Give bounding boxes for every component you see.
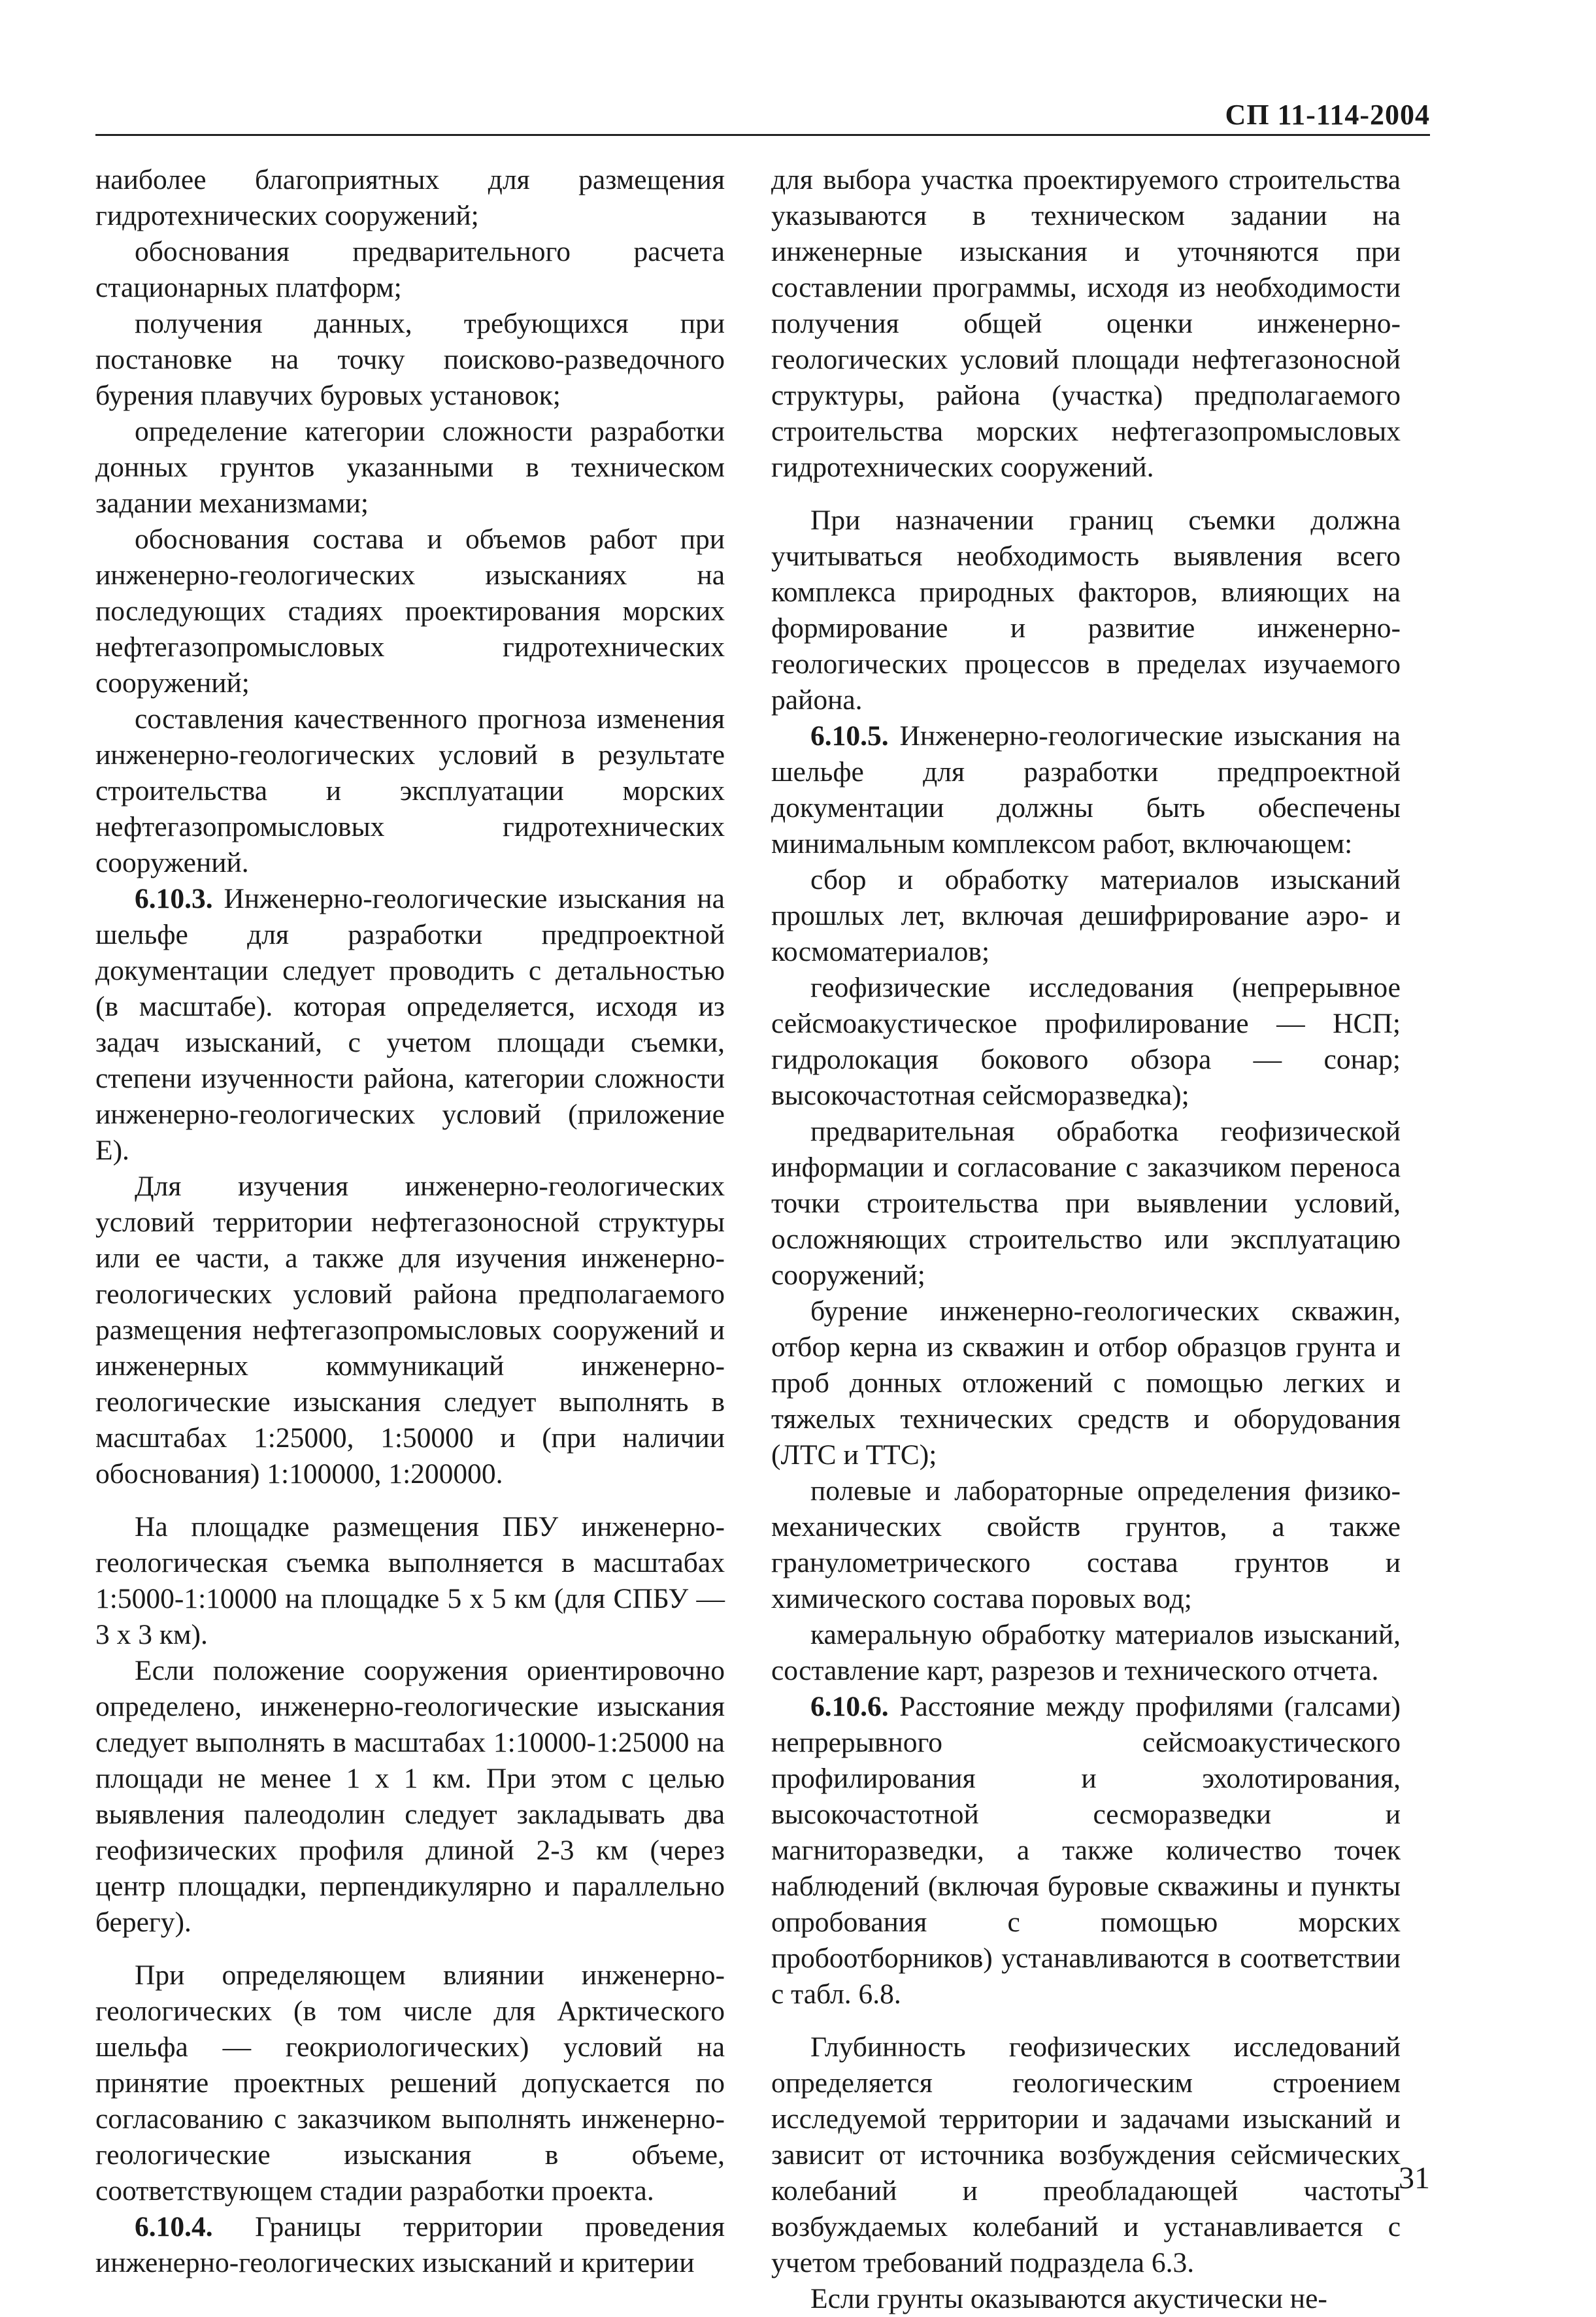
paragraph xyxy=(95,881,725,1169)
paragraph: обоснования состава и объемов работ при инженерно-геологических изысканиях на последующих стадиях проектирования морских нефтегазопромысловых гидротехнических сооружений; xyxy=(95,524,725,699)
page-number: 31 xyxy=(1399,2161,1430,2195)
clause-number: 6.10.3. xyxy=(135,883,213,914)
paragraph: При определяющем влиянии инженерно-геологических (в том числе для Арктического шельфа — геокриологических) условий на принятие проектных решений допускается по согласованию с заказчиком выполнять инженерно-геологические изыскания в объеме, соответствующем стадии разработки проекта. xyxy=(95,1959,725,2207)
clause-number: 6.10.5. xyxy=(810,720,889,752)
paragraph: геофизические исследования (непрерывное сейсмоакустическое профилирование — НСП; гидролокация бокового обзора — сонар; высокочастотная сейсморазведка); xyxy=(771,972,1401,1111)
paragraph: составления качественного прогноза изменения инженерно-геологических условий в результате строительства и эксплуатации морских нефтегазопромысловых гидротехнических сооружений. xyxy=(95,703,725,878)
paragraph: На площадке размещения ПБУ инженерно-геологическая съемка выполняется в масштабах 1:5000-1:10000 на площадке 5 х 5 км (для СПБУ — 3 х 3 км). xyxy=(95,1511,725,1650)
paragraph xyxy=(771,718,1401,862)
clause-number: 6.10.4. xyxy=(135,2211,213,2242)
paragraph-text: Расстояние между профилями (галсами) непрерывного сейсмоакустического профилирования и эхолотирования, высокочастотной сесморазведки и магниторазведки, а также количество точек наблюдений (включая буровые скважины и пункты опробования с помощью морских пробоотборников) устанавливаются в соответствии с табл. 6.8. xyxy=(771,1691,1401,2010)
paragraph: сбор и обработку материалов изысканий прошлых лет, включая дешифрирование аэро- и космоматериалов; xyxy=(771,864,1401,967)
paragraph: предварительная обработка геофизической информации и согласование с заказчиком переноса точки строительства при выявлении условий, осложняющих строительство или эксплуатацию сооружений; xyxy=(771,1116,1401,1291)
paragraph: бурение инженерно-геологических скважин, отбор керна из скважин и отбор образцов грунта и проб донных отложений с помощью легких и тяжелых технических средств и оборудования (ЛТС и ТТС); xyxy=(771,1295,1401,1471)
paragraph: обоснования предварительного расчета стационарных платформ; xyxy=(95,236,725,303)
paragraph: полевые и лабораторные определения физико-механических свойств грунтов, а также гранулометрического состава грунтов и химического состава поровых вод; xyxy=(771,1475,1401,1614)
paragraph: Для изучения инженерно-геологических условий территории нефтегазоносной структуры или ее части, а также для изучения инженерно-геологических условий района предполагаемого размещения нефтегазопромысловых сооружений и инженерных коммуникаций инженерно-геологические изыскания следует выполнять в масштабах 1:25000, 1:50000 и (при наличии обоснования) 1:100000, 1:200000. xyxy=(95,1171,725,1490)
paragraph: Глубинность геофизических исследований определяется геологическим строением исследуемой территории и задачами изысканий и зависит от источника возбуждения сейсмических колебаний и преобладающей частоты возбуждаемых колебаний и устанавливается с учетом требований подраздела 6.3. xyxy=(771,2031,1401,2278)
paragraph-text: Инженерно-геологические изыскания на шельфе для разработки предпроектной документации должны быть обеспечены минимальным комплексом работ, включающем: xyxy=(771,720,1401,859)
paragraph: Если грунты оказываются акустически не- xyxy=(810,2283,1327,2314)
paragraph xyxy=(771,1689,1401,2012)
document-code: СП 11-114-2004 xyxy=(1225,99,1430,131)
clause-number: 6.10.6. xyxy=(810,1691,889,1722)
header-divider xyxy=(95,134,1430,136)
left-column xyxy=(95,162,725,2281)
paragraph: Если положение сооружения ориентировочно определено, инженерно-геологические изыскания следует выполнять в масштабах 1:10000-1:25000 на площади не менее 1 х 1 км. При этом с целью выявления палеодолин следует закладывать два геофизических профиля длиной 2-3 км (через центр площадки, перпендикулярно и параллельно берегу). xyxy=(95,1655,725,1938)
right-column xyxy=(771,162,1401,2317)
paragraph: определение категории сложности разработки донных грунтов указанными в техническом задании механизмами; xyxy=(95,416,725,519)
paragraph-text: Границы территории проведения инженерно-геологических изысканий и критерии xyxy=(95,2211,725,2278)
paragraph: получения данных, требующихся при постановке на точку поисково-разведочного бурения плавучих буровых установок; xyxy=(95,308,725,411)
paragraph: При назначении границ съемки должна учитываться необходимость выявления всего комплекса природных факторов, влияющих на формирование и развитие инженерно-геологических процессов в пределах изучаемого района. xyxy=(771,505,1401,716)
paragraph xyxy=(95,2209,725,2281)
paragraph: наиболее благоприятных для размещения гидротехнических сооружений; xyxy=(95,164,725,231)
paragraph-text: Инженерно-геологические изыскания на шельфе для разработки предпроектной документации следует проводить с детальностью (в масштабе). которая определяется, исходя из задач изысканий, с учетом площади съемки, степени изученности района, категории сложности инженерно-геологических условий (приложение Е). xyxy=(95,883,725,1166)
paragraph: камеральную обработку материалов изысканий, составление карт, разрезов и технического отчета. xyxy=(771,1619,1401,1686)
paragraph: для выбора участка проектируемого строительства указываются в техническом задании на инженерные изыскания и уточняются при составлении программы, исходя из необходимости получения общей оценки инженерно-геологических условий площади нефтегазоносной структуры, района (участка) предполагаемого строительства морских нефтегазопромысловых гидротехнических сооружений. xyxy=(771,164,1401,483)
